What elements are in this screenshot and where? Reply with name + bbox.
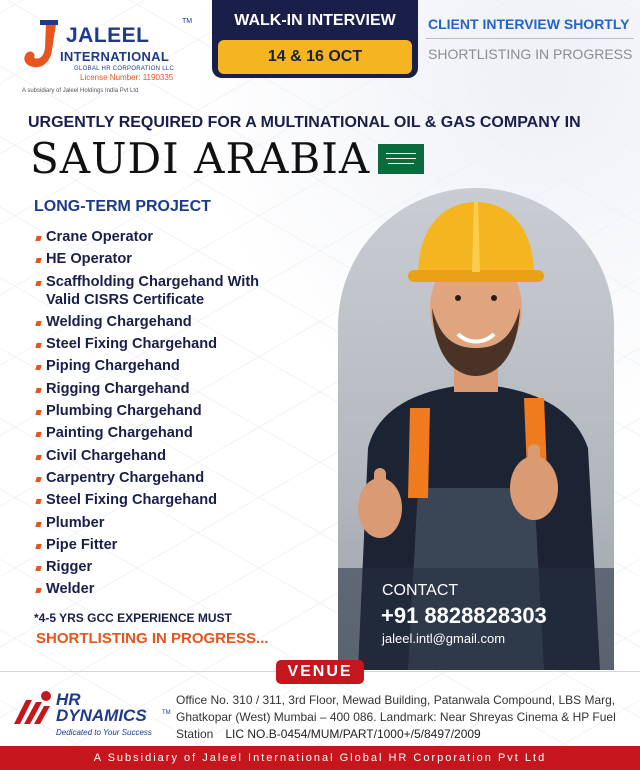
list-item: Painting Chargehand bbox=[36, 424, 296, 442]
saudi-flag-icon bbox=[378, 144, 424, 174]
jaleel-logo-mark-icon bbox=[22, 20, 62, 72]
venue-license: LIC NO.B-0454/MUM/PART/1000+/5/8497/2009 bbox=[225, 727, 481, 741]
list-item: Steel Fixing Chargehand bbox=[36, 335, 296, 353]
worker-illustration bbox=[338, 188, 614, 670]
hr-trademark: TM bbox=[162, 710, 171, 716]
list-item: HE Operator bbox=[36, 250, 296, 268]
bullet-icon bbox=[35, 258, 41, 263]
list-item: Crane Operator bbox=[36, 228, 296, 246]
bullet-icon bbox=[35, 522, 41, 527]
address-text: Office No. 310 / 311, 3rd Floor, Mewad Building, Patanwala Compound, LBS Marg, Ghatkopar (West) Mumbai – 400 086. Landmark: Near Shreyas Cinema & HP Fuel Station bbox=[176, 693, 616, 741]
experience-note: *4-5 YRS GCC EXPERIENCE MUST bbox=[34, 611, 232, 625]
logo-subtitle: GLOBAL HR CORPORATION LLC bbox=[74, 66, 175, 72]
list-item: Welding Chargehand bbox=[36, 313, 296, 331]
footer-banner: A Subsidiary of Jaleel International Global HR Corporation Pvt Ltd bbox=[0, 746, 640, 770]
logo-license: License Number: 1190335 bbox=[80, 73, 174, 82]
hr-dynamics-tagline: Dedicated to Your Success bbox=[56, 728, 152, 737]
project-label: LONG-TERM PROJECT bbox=[34, 198, 211, 215]
worker-photo bbox=[338, 188, 614, 670]
logo-subsidiary: A subsidiary of Jaleel Holdings India Pvt Ltd bbox=[22, 88, 139, 94]
bullet-icon bbox=[35, 343, 41, 348]
bullet-icon bbox=[35, 388, 41, 393]
walkin-title: WALK-IN INTERVIEW bbox=[234, 12, 396, 29]
venue-address bbox=[176, 692, 632, 743]
list-item: Piping Chargehand bbox=[36, 357, 296, 375]
bullet-icon bbox=[35, 410, 41, 415]
bullet-icon bbox=[35, 477, 41, 482]
shortlisting-status: SHORTLISTING IN PROGRESS bbox=[428, 46, 633, 62]
urgent-headline: URGENTLY REQUIRED FOR A MULTINATIONAL OIL & GAS COMPANY IN bbox=[28, 114, 581, 131]
logo-name-line2: INTERNATIONAL bbox=[60, 49, 170, 64]
bullet-icon bbox=[35, 544, 41, 549]
list-item: Pipe Fitter bbox=[36, 536, 296, 554]
list-item: Scaffholding Chargehand With Valid CISRS Certificate bbox=[36, 273, 296, 309]
bullet-icon bbox=[35, 588, 41, 593]
venue-badge: VENUE bbox=[276, 660, 364, 684]
shortlisting-note: SHORTLISTING IN PROGRESS... bbox=[36, 630, 269, 647]
contact-email[interactable]: jaleel.intl@gmail.com bbox=[382, 631, 506, 646]
contact-label: CONTACT bbox=[382, 582, 459, 599]
list-item: Rigging Chargehand bbox=[36, 380, 296, 398]
bullet-icon bbox=[35, 499, 41, 504]
client-interview-status: CLIENT INTERVIEW SHORTLY bbox=[428, 16, 630, 32]
hr-dynamics-name: HR DYNAMICS bbox=[56, 690, 147, 725]
walkin-date: 14 & 16 OCT bbox=[218, 40, 412, 74]
logo-trademark: TM bbox=[182, 18, 193, 25]
bullet-icon bbox=[35, 365, 41, 370]
list-item: Plumber bbox=[36, 514, 296, 532]
logo-name: JALEEL bbox=[66, 24, 150, 47]
bullet-icon bbox=[35, 281, 41, 286]
job-list bbox=[36, 228, 296, 603]
bullet-icon bbox=[35, 566, 41, 571]
hr-dynamics-mark-icon bbox=[12, 690, 54, 728]
status-divider bbox=[426, 38, 634, 39]
list-item: Plumbing Chargehand bbox=[36, 402, 296, 420]
contact-phone[interactable]: +91 8828828303 bbox=[381, 603, 547, 628]
bullet-icon bbox=[35, 455, 41, 460]
list-item: Steel Fixing Chargehand bbox=[36, 491, 296, 509]
walkin-banner bbox=[212, 0, 418, 78]
list-item: Carpentry Chargehand bbox=[36, 469, 296, 487]
bullet-icon bbox=[35, 321, 41, 326]
list-item: Rigger bbox=[36, 558, 296, 576]
hr-dynamics-logo bbox=[12, 686, 172, 740]
bullet-icon bbox=[35, 432, 41, 437]
country-title: SAUDI ARABIA bbox=[30, 134, 371, 183]
list-item: Civil Chargehand bbox=[36, 447, 296, 465]
bullet-icon bbox=[35, 236, 41, 241]
jaleel-logo bbox=[22, 16, 192, 98]
list-item: Welder bbox=[36, 580, 296, 598]
